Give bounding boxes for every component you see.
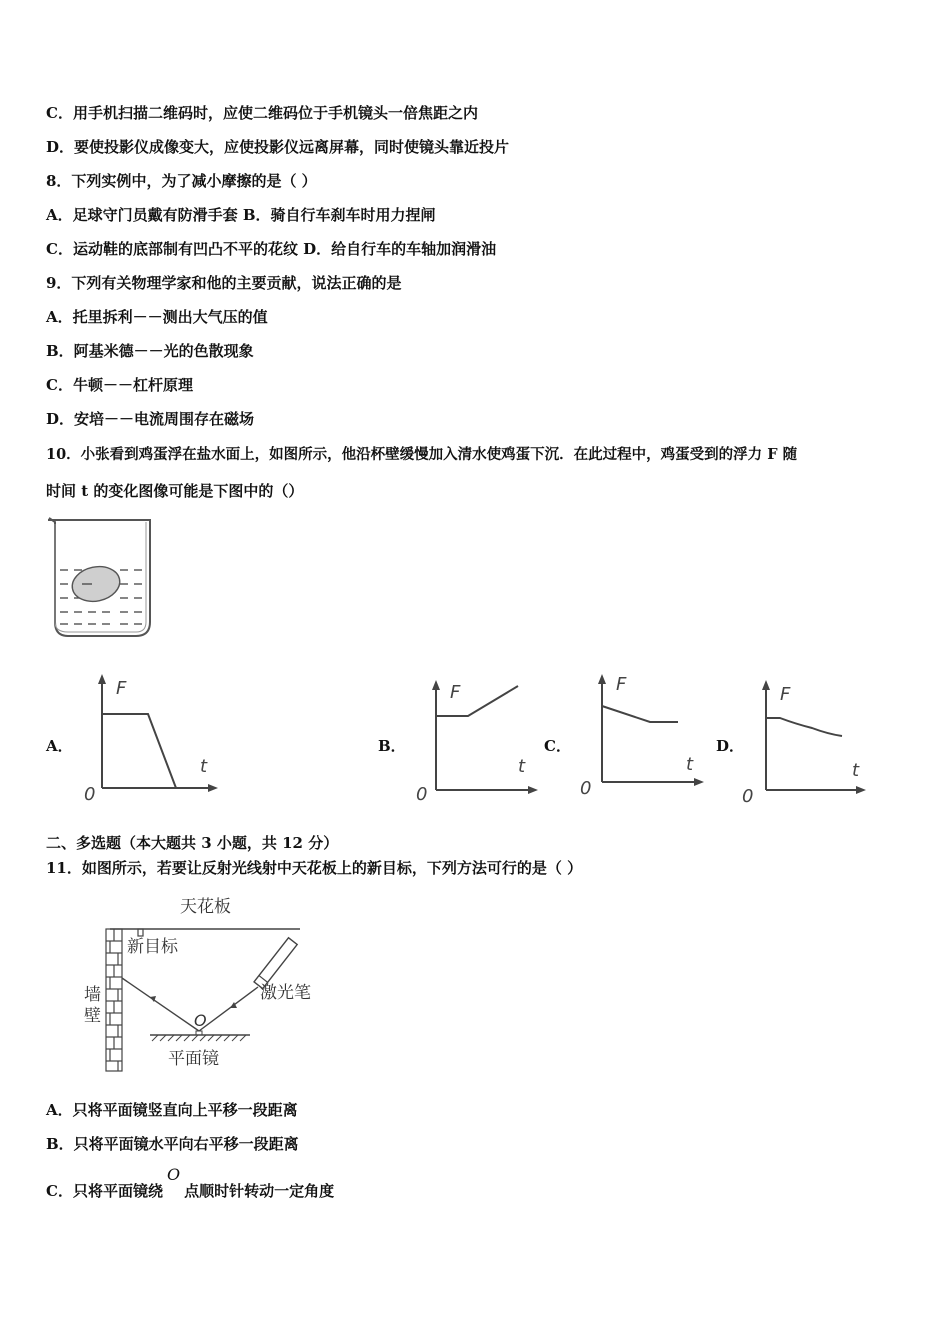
q9-option-a: A．托里拆利－－测出大气压的值 bbox=[46, 308, 268, 326]
q10-stem-line1: 10．小张看到鸡蛋浮在盐水面上，如图所示，他沿杯壁缓慢加入清水使鸡蛋下沉．在此过程中，鸡蛋受到的浮力 F 随 bbox=[46, 446, 798, 463]
section2-title: 二、多选题（本大题共 3 小题，共 12 分） bbox=[46, 834, 339, 852]
q7-option-d: D．要使投影仪成像变大，应使投影仪远离屏幕，同时使镜头靠近投片 bbox=[46, 138, 510, 156]
graph-d-label: D． bbox=[716, 737, 745, 755]
q8-options-cd: C．运动鞋的底部制有凹凸不平的花纹 D．给自行车的车轴加润滑油 bbox=[46, 240, 497, 258]
label-laser-pointer: 激光笔 bbox=[260, 983, 311, 1003]
graph-a-label: A． bbox=[46, 737, 73, 755]
graph-b-origin: 0 bbox=[416, 784, 428, 805]
graph-c-axis-x: t bbox=[686, 754, 694, 775]
graph-c-axis-y: F bbox=[616, 674, 627, 695]
graph-b-label: B． bbox=[378, 737, 406, 755]
graph-a-axis-y: F bbox=[116, 678, 127, 699]
label-wall-top: 墙 bbox=[84, 985, 101, 1005]
graph-c-origin: 0 bbox=[580, 778, 592, 799]
label-ceiling: 天花板 bbox=[180, 897, 231, 917]
q11-stem: 11．如图所示，若要让反射光线射中天花板上的新目标，下列方法可行的是（ ） bbox=[46, 859, 583, 877]
q11-option-a: A．只将平面镜竖直向上平移一段距离 bbox=[46, 1101, 298, 1119]
q8-options-ab: A．足球守门员戴有防滑手套 B．骑自行车刹车时用力捏闸 bbox=[46, 206, 436, 224]
q9-option-b: B．阿基米德－－光的色散现象 bbox=[46, 342, 254, 360]
q9-stem: 9．下列有关物理学家和他的主要贡献，说法正确的是 bbox=[46, 274, 402, 292]
q11-option-b: B．只将平面镜水平向右平移一段距离 bbox=[46, 1135, 299, 1153]
graph-c-label: C． bbox=[544, 737, 571, 755]
label-new-target: 新目标 bbox=[127, 937, 178, 957]
graph-b-axis-x: t bbox=[518, 756, 526, 777]
q7-option-c: C．用手机扫描二维码时，应使二维码位于手机镜头一倍焦距之内 bbox=[46, 104, 478, 122]
graph-b bbox=[412, 672, 542, 804]
q9-option-c: C．牛顿－－杠杆原理 bbox=[46, 376, 193, 394]
graph-d-origin: 0 bbox=[742, 786, 754, 807]
q9-option-d: D．安培－－电流周围存在磁场 bbox=[46, 410, 255, 428]
label-point-o: O bbox=[194, 1011, 207, 1030]
q11-option-c-post: 点顺时针转动一定角度 bbox=[184, 1182, 335, 1200]
q10-stem-line2: 时间 t 的变化图像可能是下图中的（） bbox=[46, 482, 304, 500]
graph-d bbox=[742, 672, 870, 807]
q8-stem: 8．下列实例中，为了减小摩擦的是（ ） bbox=[46, 172, 317, 190]
graph-c bbox=[578, 666, 708, 798]
beaker-egg-figure bbox=[46, 512, 156, 640]
q11-option-c-symbol: O bbox=[166, 1165, 181, 1184]
label-wall-bottom: 壁 bbox=[84, 1006, 101, 1026]
graph-d-axis-y: F bbox=[780, 684, 791, 705]
q11-option-c bbox=[46, 1165, 335, 1201]
q11-option-c-pre: C．只将平面镜绕 bbox=[46, 1182, 163, 1200]
graph-a-axis-x: t bbox=[200, 756, 208, 777]
graph-d-axis-x: t bbox=[852, 760, 860, 781]
graph-a-origin: 0 bbox=[84, 784, 96, 805]
label-mirror: 平面镜 bbox=[168, 1049, 219, 1069]
mirror-laser-figure bbox=[80, 890, 330, 1080]
graph-b-axis-y: F bbox=[450, 682, 461, 703]
graph-a bbox=[80, 672, 220, 804]
